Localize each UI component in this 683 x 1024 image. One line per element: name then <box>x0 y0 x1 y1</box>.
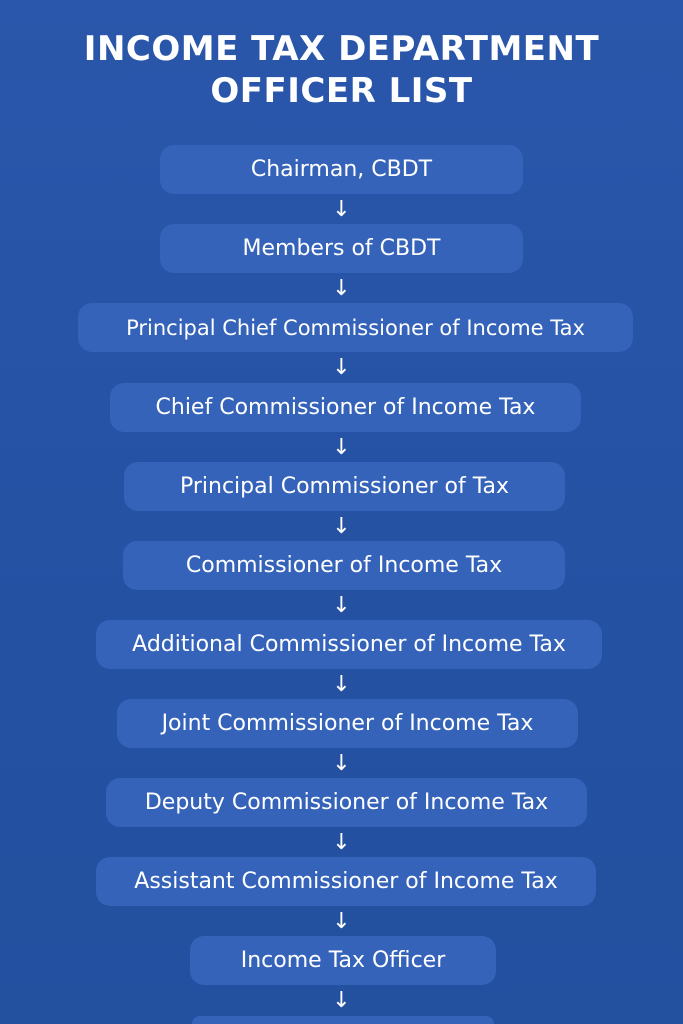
rank-box-income-tax-officer: Income Tax Officer <box>190 936 496 985</box>
down-arrow-icon: ↓ <box>332 830 351 855</box>
rank-box-additional-commissioner: Additional Commissioner of Income Tax <box>96 620 602 669</box>
rank-box-assistant-commissioner: Assistant Commissioner of Income Tax <box>96 857 596 906</box>
rank-box-chairman-cbdt: Chairman, CBDT <box>160 145 523 194</box>
title-line-2: OFFICER LIST <box>210 71 473 111</box>
down-arrow-icon: ↓ <box>332 988 351 1013</box>
rank-box-chief-commissioner: Chief Commissioner of Income Tax <box>110 383 581 432</box>
title-line-1: INCOME TAX DEPARTMENT <box>83 29 600 69</box>
rank-box-principal-commissioner: Principal Commissioner of Tax <box>124 462 565 511</box>
down-arrow-icon: ↓ <box>332 672 351 697</box>
rank-box-joint-commissioner: Joint Commissioner of Income Tax <box>117 699 578 748</box>
down-arrow-icon: ↓ <box>332 593 351 618</box>
page-title <box>0 28 683 112</box>
down-arrow-icon: ↓ <box>332 909 351 934</box>
rank-box-next-partial <box>192 1016 494 1024</box>
down-arrow-icon: ↓ <box>332 435 351 460</box>
down-arrow-icon: ↓ <box>332 355 351 380</box>
down-arrow-icon: ↓ <box>332 751 351 776</box>
down-arrow-icon: ↓ <box>332 276 351 301</box>
rank-box-commissioner: Commissioner of Income Tax <box>123 541 565 590</box>
down-arrow-icon: ↓ <box>332 197 351 222</box>
rank-box-members-cbdt: Members of CBDT <box>160 224 523 273</box>
rank-box-deputy-commissioner: Deputy Commissioner of Income Tax <box>106 778 587 827</box>
rank-box-principal-chief-commissioner: Principal Chief Commissioner of Income Tax <box>78 303 633 352</box>
down-arrow-icon: ↓ <box>332 514 351 539</box>
